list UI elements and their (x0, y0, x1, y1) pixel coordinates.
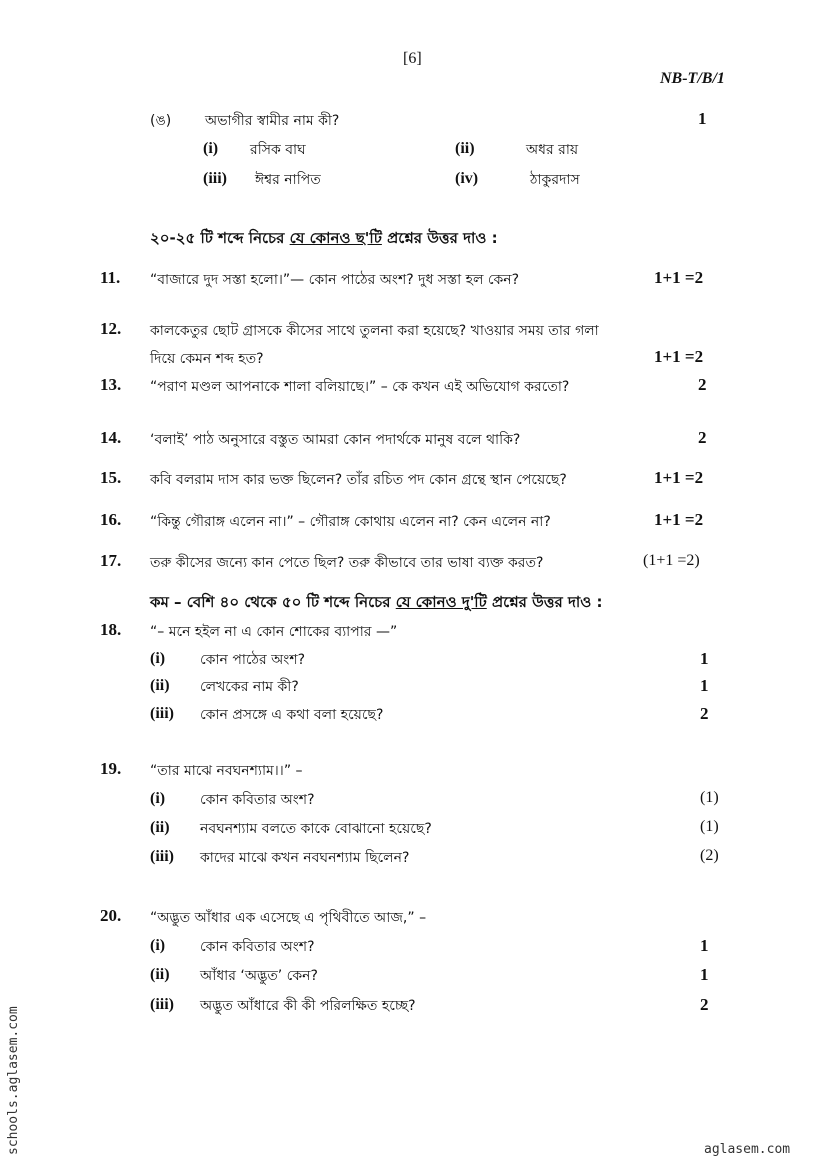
question-marks: (1+1 =2) (643, 552, 700, 569)
question-text: কালকেতুর ছোট গ্রাসকে কীসের সাথে তুলনা করা হয়েছে? খাওয়ার সময় তার গলা (150, 323, 599, 339)
sub-text: কোন কবিতার অংশ? (200, 792, 315, 808)
sub-marks: (2) (700, 847, 719, 864)
question-number: 16. (100, 510, 122, 529)
question-label: (ঙ) (150, 113, 172, 129)
question-text: তরু কীসের জন্যে কান পেতে ছিল? তরু কীভাবে তার ভাষা ব্যক্ত করত? (150, 555, 544, 571)
question-number: 15. (100, 468, 122, 487)
question-number: 19. (100, 759, 122, 778)
sub-text: কাদের মাঝে কখন নবঘনশ্যাম ছিলেন? (200, 850, 410, 866)
question-number: 13. (100, 375, 122, 394)
sub-marks: 1 (700, 649, 709, 668)
sub-marks: 2 (700, 704, 709, 723)
sub-number: (iii) (150, 848, 174, 865)
option-number: (iv) (455, 170, 479, 187)
question-number: 14. (100, 428, 122, 447)
question-number: 18. (100, 620, 122, 639)
question-marks: 1+1 =2 (654, 268, 704, 287)
question-text: কবি বলরাম দাস কার ভক্ত ছিলেন? তাঁর রচিত পদ কোন গ্রন্থে স্থান পেয়েছে? (150, 472, 567, 488)
page-number: [6] (403, 50, 422, 67)
question-number: 20. (100, 906, 122, 925)
sub-marks: 1 (700, 676, 709, 695)
option-text: অধর রায় (526, 142, 579, 158)
sub-text: নবঘনশ্যাম বলতে কাকে বোঝানো হয়েছে? (200, 821, 432, 837)
question-quote: “তার মাঝে নবঘনশ্যাম।।” – (150, 763, 303, 779)
question-marks: 1+1 =2 (654, 510, 704, 529)
question-text: দিয়ে কেমন শব্দ হত? (150, 351, 264, 367)
section-heading: কম – বেশি ৪০ থেকে ৫০ টি শব্দে নিচের যে কোনও দু'টি প্রশ্নের উত্তর দাও : (150, 593, 603, 611)
option-number: (iii) (203, 170, 227, 187)
section-heading: ২০-২৫ টি শব্দে নিচের যে কোনও ছ'টি প্রশ্নের উত্তর দাও : (150, 229, 498, 247)
question-text: “পরাণ মণ্ডল আপনাকে শালা বলিয়াছে।” – কে কখন এই অভিযোগ করতো? (150, 379, 570, 395)
question-text: অভাগীর স্বামীর নাম কী? (205, 113, 340, 129)
question-number: 17. (100, 551, 122, 570)
sub-number: (ii) (150, 819, 170, 836)
option-number: (i) (203, 140, 219, 157)
paper-code: NB-T/B/1 (660, 70, 725, 87)
option-text: ঈশ্বর নাপিত (255, 172, 321, 188)
sub-text: অদ্ভুত আঁধারে কী কী পরিলক্ষিত হচ্ছে? (200, 998, 416, 1014)
question-text: ‘বলাই’ পাঠ অনুসারে বস্তুত আমরা কোন পদার্থকে মানুষ বলে থাকি? (150, 432, 521, 448)
question-marks: 1 (698, 109, 707, 128)
question-marks: 1+1 =2 (654, 468, 704, 487)
question-quote: “অদ্ভুত আঁধার এক এসেছে এ পৃথিবীতে আজ,” – (150, 910, 427, 926)
sub-number: (i) (150, 650, 166, 667)
sub-number: (i) (150, 937, 166, 954)
side-watermark: schools.aglasem.com (6, 1006, 21, 1155)
question-number: 12. (100, 319, 122, 338)
sub-marks: (1) (700, 789, 719, 806)
question-marks: 2 (698, 428, 707, 447)
sub-number: (i) (150, 790, 166, 807)
option-text: ঠাকুরদাস (530, 172, 580, 188)
sub-marks: 2 (700, 995, 709, 1014)
sub-number: (ii) (150, 677, 170, 694)
question-marks: 1+1 =2 (654, 347, 704, 366)
question-text: “বাজারে দুদ সস্তা হলো।”— কোন পাঠের অংশ? দুধ সস্তা হল কেন? (150, 272, 520, 288)
sub-text: কোন প্রসঙ্গে এ কথা বলা হয়েছে? (200, 707, 384, 723)
sub-number: (iii) (150, 705, 174, 722)
sub-marks: 1 (700, 965, 709, 984)
sub-number: (ii) (150, 966, 170, 983)
sub-marks: 1 (700, 936, 709, 955)
option-text: রসিক বাঘ (250, 142, 306, 158)
sub-text: কোন পাঠের অংশ? (200, 652, 306, 668)
option-number: (ii) (455, 140, 475, 157)
sub-number: (iii) (150, 996, 174, 1013)
question-quote: “– মনে হইল না এ কোন শোকের ব্যাপার —” (150, 624, 398, 640)
footer-watermark: aglasem.com (704, 1142, 791, 1157)
sub-text: কোন কবিতার অংশ? (200, 939, 315, 955)
question-number: 11. (100, 268, 121, 287)
sub-text: আঁধার ‘অদ্ভুত’ কেন? (200, 968, 318, 984)
question-text: “কিন্তু গৌরাঙ্গ এলেন না।” – গৌরাঙ্গ কোথায় এলেন না? কেন এলেন না? (150, 514, 551, 530)
sub-marks: (1) (700, 818, 719, 835)
question-marks: 2 (698, 375, 707, 394)
sub-text: লেখকের নাম কী? (200, 679, 299, 695)
